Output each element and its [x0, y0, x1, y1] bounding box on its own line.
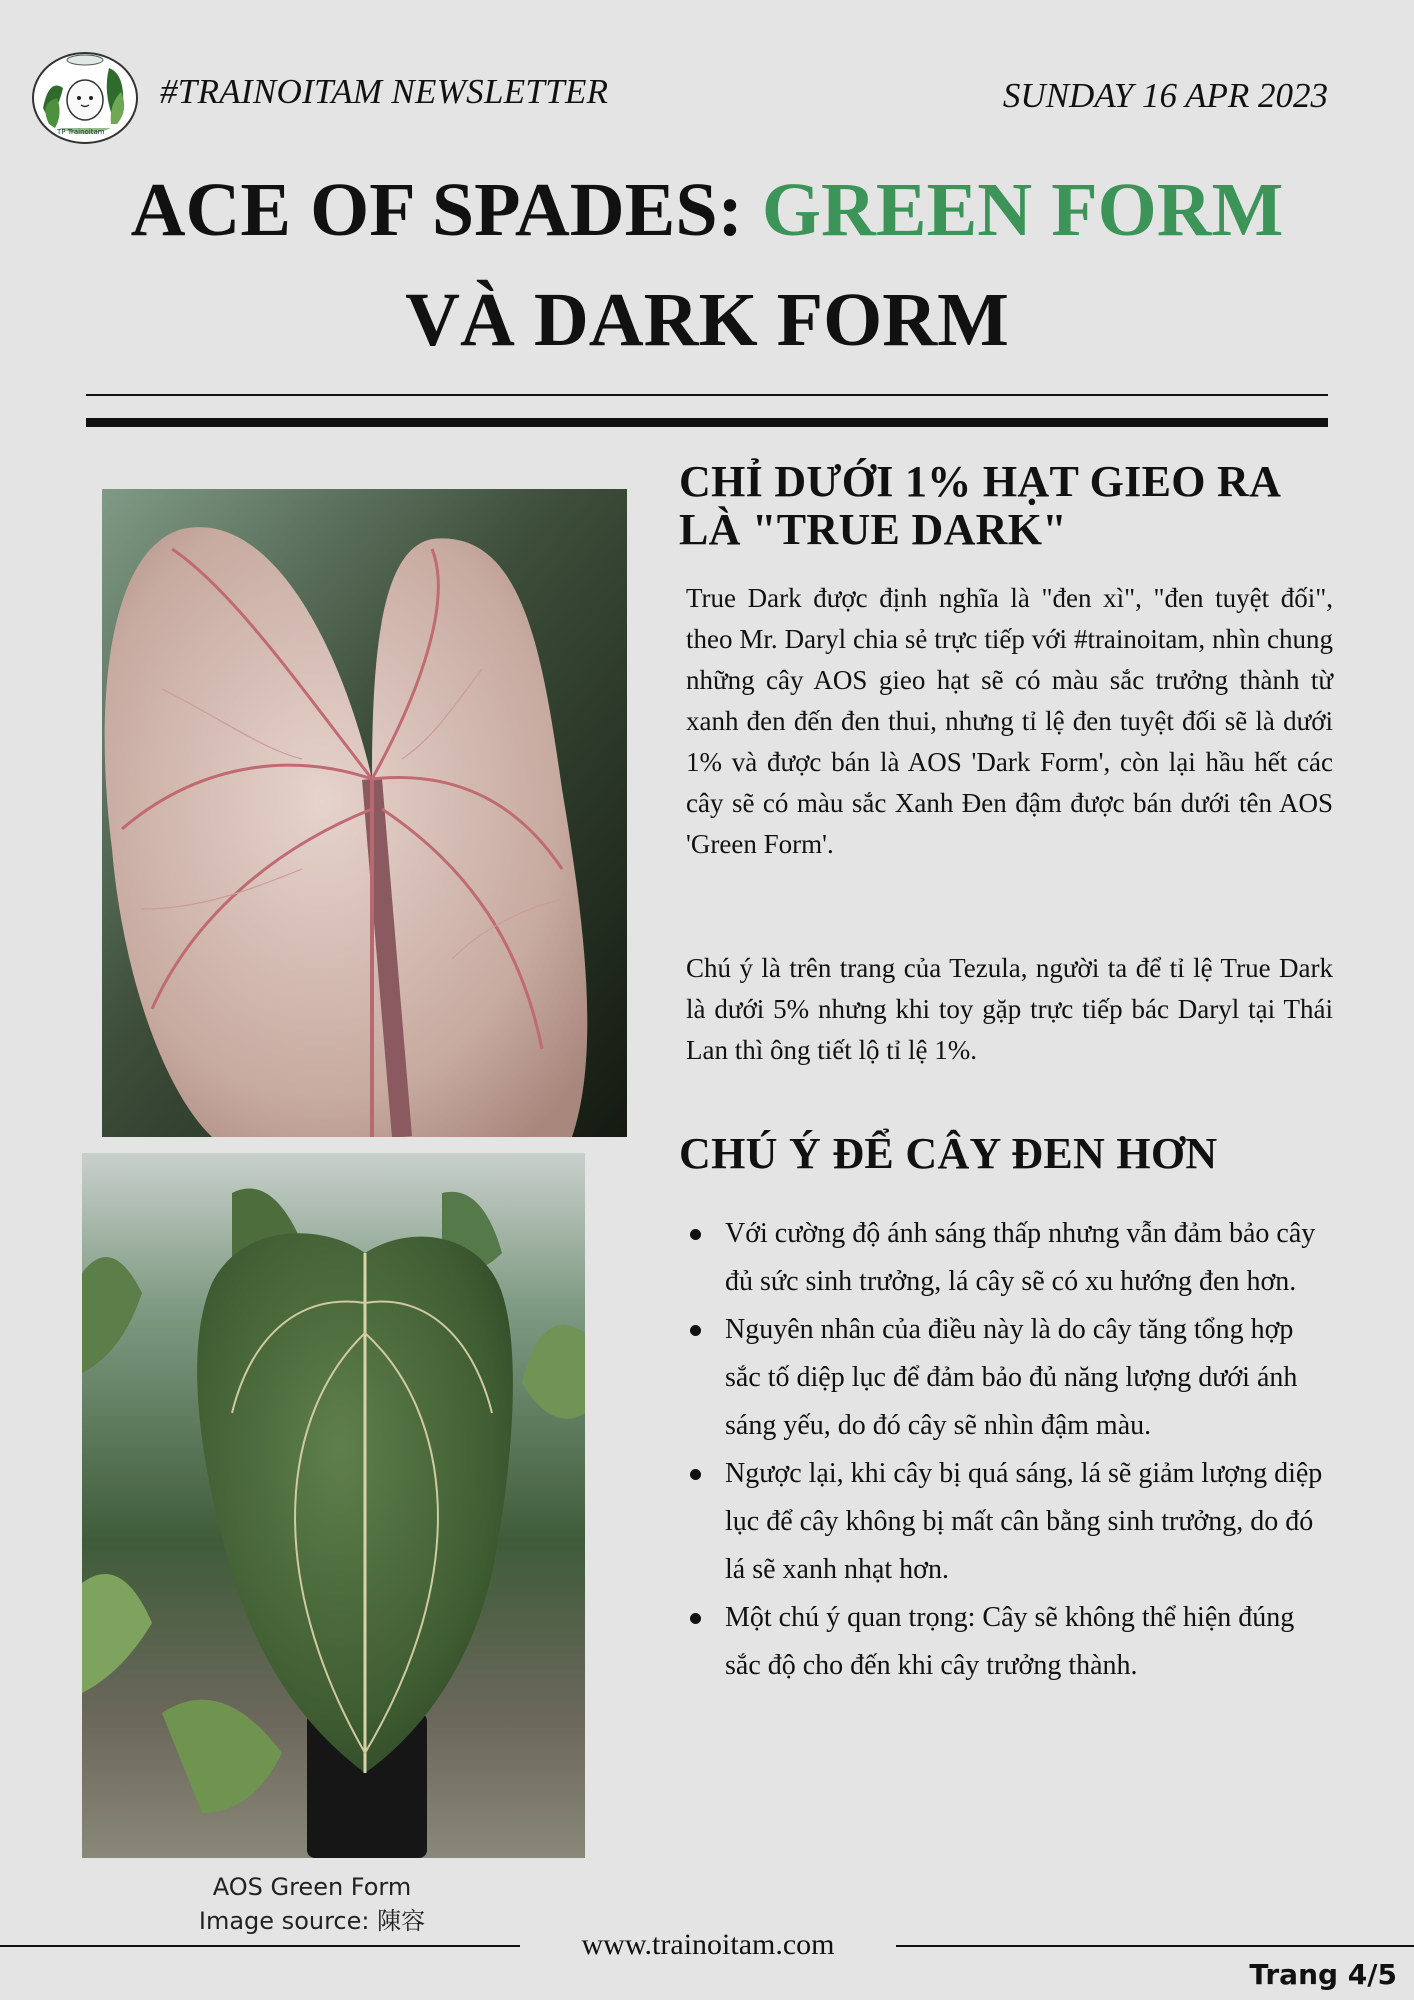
photo-green-form-leaf — [82, 1153, 585, 1858]
list-item-text: Một chú ý quan trọng: Cây sẽ không thể hiện đúng sắc độ cho đến khi cây trưởng thành. — [725, 1602, 1295, 1681]
divider-thick — [86, 418, 1328, 427]
title-part-1: ACE OF SPADES: — [130, 168, 762, 252]
tips-list — [686, 1210, 1336, 1690]
footer-rule-right — [896, 1945, 1414, 1947]
newsletter-brand: #TRAINOITAM NEWSLETTER — [160, 72, 609, 111]
logo — [29, 48, 141, 144]
issue-date: SUNDAY 16 APR 2023 — [1002, 76, 1328, 115]
section-heading-true-dark: CHỈ DƯỚI 1% HẠT GIEO RA LÀ "TRUE DARK" — [679, 457, 1279, 554]
list-item — [686, 1594, 1336, 1690]
title-line-1 — [0, 155, 1414, 265]
bullet-dot — [690, 1325, 701, 1336]
list-item — [686, 1306, 1336, 1450]
list-item-text: Với cường độ ánh sáng thấp nhưng vẫn đảm bảo cây đủ sức sinh trưởng, lá cây sẽ có xu hướng đen hơn. — [725, 1218, 1316, 1297]
caption-title: AOS Green Form — [212, 1873, 412, 1901]
list-item — [686, 1450, 1336, 1594]
website-link[interactable]: www.trainoitam.com — [581, 1928, 835, 1961]
divider-thin — [86, 394, 1328, 396]
page-title — [0, 155, 1414, 375]
bullet-dot — [690, 1613, 701, 1624]
bullet-dot — [690, 1229, 701, 1240]
image-caption — [82, 1870, 542, 1938]
page-number: Trang 4/5 — [1249, 1958, 1397, 1991]
list-item-text: Nguyên nhân của điều này là do cây tăng tổng hợp sắc tố diệp lục để đảm bảo đủ năng lượng dưới ánh sáng yếu, do đó cây sẽ nhìn đậm màu. — [725, 1314, 1298, 1441]
caption-source: Image source: 陳容 — [198, 1907, 426, 1935]
section1-paragraph-2: Chú ý là trên trang của Tezula, người ta để tỉ lệ True Dark là dưới 5% nhưng khi toy gặp trực tiếp bác Daryl tại Thái Lan thì ông tiết lộ tỉ lệ 1%. — [686, 953, 1333, 1065]
photo-dark-form-leaf — [102, 489, 627, 1137]
list-item-text: Ngược lại, khi cây bị quá sáng, lá sẽ giảm lượng diệp lục để cây không bị mất cân bằng sinh trưởng, do đó lá sẽ xanh nhạt hơn. — [725, 1458, 1323, 1585]
bullet-dot — [690, 1469, 701, 1480]
section1-paragraph-1: True Dark được định nghĩa là "đen xì", "đen tuyệt đối", theo Mr. Daryl chia sẻ trực tiếp với #trainoitam, nhìn chung những cây AOS gieo hạt sẽ có màu sắc trưởng thành từ xanh đen đến đen thui, nhưng tỉ lệ đen tuyệt đối sẽ là dưới 1% và được bán là AOS 'Dark Form', còn lại hầu hết các cây sẽ có màu sắc Xanh Đen đậm được bán dưới tên AOS 'Green Form'. — [686, 583, 1333, 859]
title-line-2: VÀ DARK FORM — [405, 278, 1009, 362]
logo-text: TP Trainoitam — [57, 128, 105, 136]
list-item — [686, 1210, 1336, 1306]
section-heading-darker-tips: CHÚ Ý ĐỂ CÂY ĐEN HƠN — [679, 1129, 1218, 1178]
title-accent: GREEN FORM — [761, 168, 1284, 252]
footer-rule-left — [0, 1945, 520, 1947]
